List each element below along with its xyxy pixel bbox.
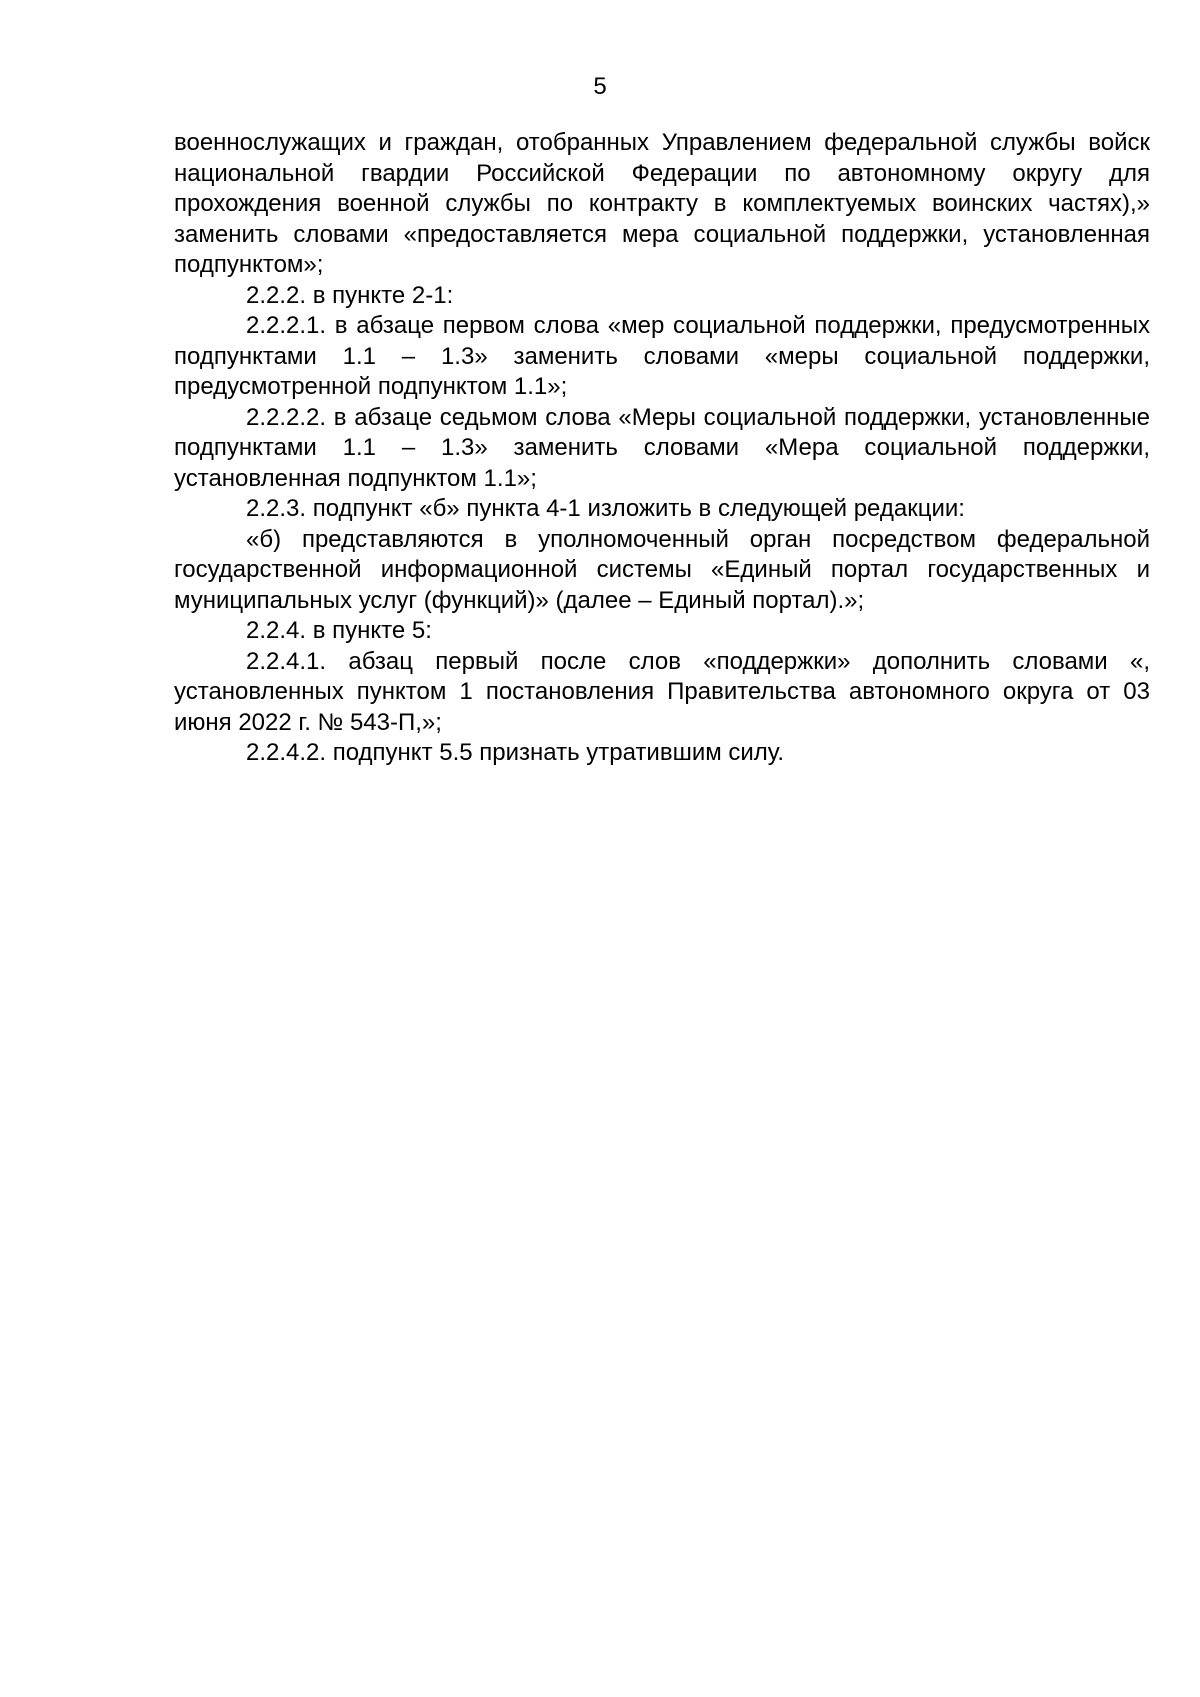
paragraph-2-2-3: 2.2.3. подпункт «б» пункта 4-1 изложить в следующей редакции: — [246, 495, 965, 522]
paragraph-2-2-2-2: 2.2.2.2. в абзаце седьмом слова «Меры социальной поддержки, установленные подпунктами 1.1 – 1.3» заменить словами «Мера социальной поддержки, установленная подпунктом 1.1»; — [174, 403, 1150, 492]
paragraph-2-2-4: 2.2.4. в пункте 5: — [246, 617, 432, 644]
document-body — [174, 128, 1150, 769]
paragraph-subpoint-b: «б) представляются в уполномоченный орган посредством федеральной государственной информационной системы «Единый портал государственных и муниципальных услуг (функций)» (далее – Единый портал).»; — [174, 525, 1150, 614]
paragraph-continuation: военнослужащих и граждан, отобранных Управлением федеральной службы войск национальной гвардии Российской Федерации по автономному округу для прохождения военной службы по контракту в комплектуемых воинских частях),» заменить словами «предоставляется мера социальной поддержки, установленная подпунктом»; — [174, 129, 1150, 278]
page-number: 5 — [593, 73, 607, 100]
paragraph-2-2-2-1: 2.2.2.1. в абзаце первом слова «мер социальной поддержки, предусмотренных подпунктами 1.1 – 1.3» заменить словами «меры социальной поддержки, предусмотренной подпунктом 1.1»; — [174, 312, 1150, 400]
paragraph-2-2-4-1: 2.2.4.1. абзац первый после слов «поддержки» дополнить словами «, установленных пунктом 1 постановления Правительства автономного округа от 03 июня 2022 г. № 543-П,»; — [174, 647, 1150, 736]
paragraph-2-2-2: 2.2.2. в пункте 2-1: — [246, 281, 454, 309]
paragraph-2-2-4-2: 2.2.4.2. подпункт 5.5 признать утратившим силу. — [246, 739, 785, 766]
